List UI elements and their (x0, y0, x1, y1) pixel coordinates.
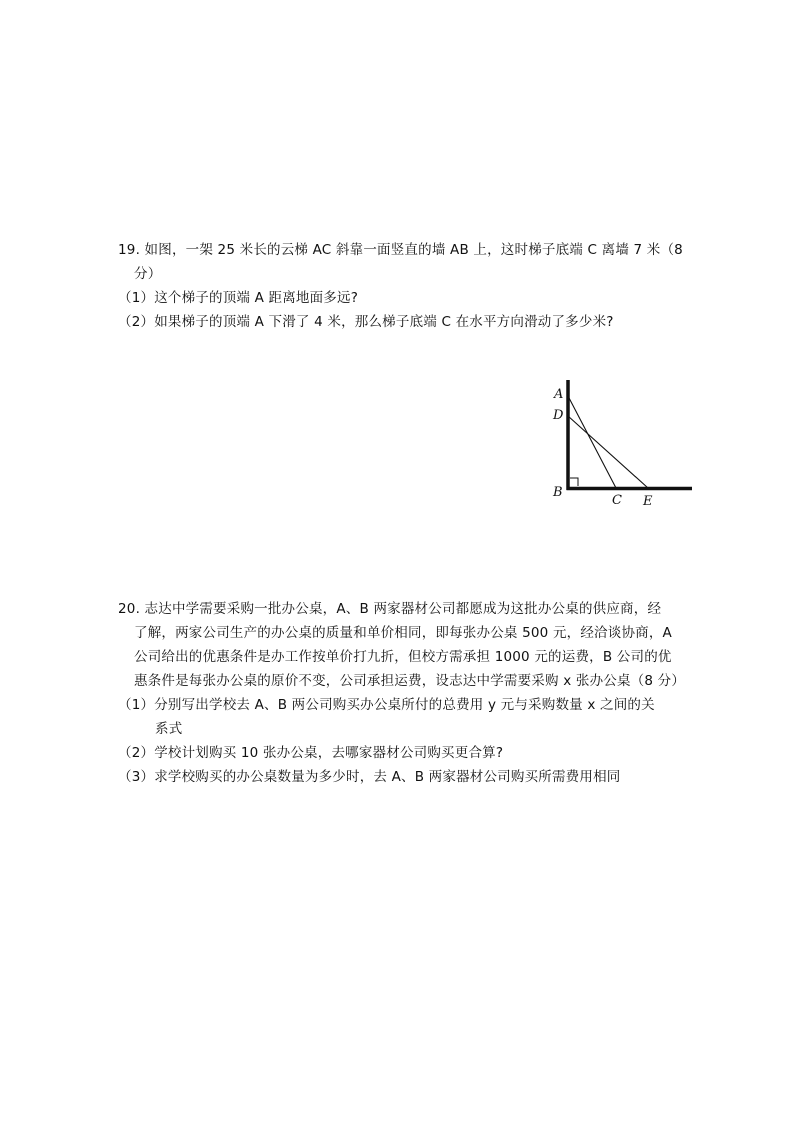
q20-stem-line4: 惠条件是每张办公桌的原价不变，公司承担运费，设志达中学需要采购 x 张办公桌（8 分） (134, 673, 686, 689)
q20-stem-line2: 了解，两家公司生产的办公桌的质量和单价相同，即每张办公桌 500 元，经洽谈协商，A (134, 625, 672, 641)
ladder-ac (568, 396, 616, 488)
q20-stem-line1: 20. 志达中学需要采购一批办公桌，A、B 两家器材公司都愿成为这批办公桌的供应商，经 (118, 601, 662, 617)
q19-part1: （1）这个梯子的顶端 A 距离地面多远? (118, 290, 359, 306)
q20-part3: （3）求学校购买的办公桌数量为多少时，去 A、B 两家器材公司购买所需费用相同 (118, 769, 621, 785)
q19-part2: （2）如果梯子的顶端 A 下滑了 4 米，那么梯子底端 C 在水平方向滑动了多少米? (118, 314, 614, 330)
label-e: E (643, 494, 653, 509)
ladder-de (568, 416, 648, 488)
q20-part1-line2: 系式 (155, 721, 183, 737)
q19-stem-line2: 分） (134, 266, 162, 282)
right-angle-mark (570, 478, 578, 486)
ladder-figure (540, 374, 700, 514)
label-a: A (554, 387, 564, 402)
label-c: C (612, 493, 622, 508)
q19-stem-line1: 19. 如图，一架 25 米长的云梯 AC 斜靠一面竖直的墙 AB 上，这时梯子底端 C 离墙 7 米（8 (118, 242, 683, 258)
label-d: D (553, 408, 564, 423)
q20-stem-line3: 公司给出的优惠条件是办工作按单价打九折，但校方需承担 1000 元的运费，B 公司的优 (134, 649, 672, 665)
q20-part2: （2）学校计划购买 10 张办公桌，去哪家器材公司购买更合算? (118, 745, 504, 761)
q20-part1-line1: （1）分别写出学校去 A、B 两公司购买办公桌所付的总费用 y 元与采购数量 x 之间的关 (118, 697, 655, 713)
label-b: B (553, 485, 563, 500)
